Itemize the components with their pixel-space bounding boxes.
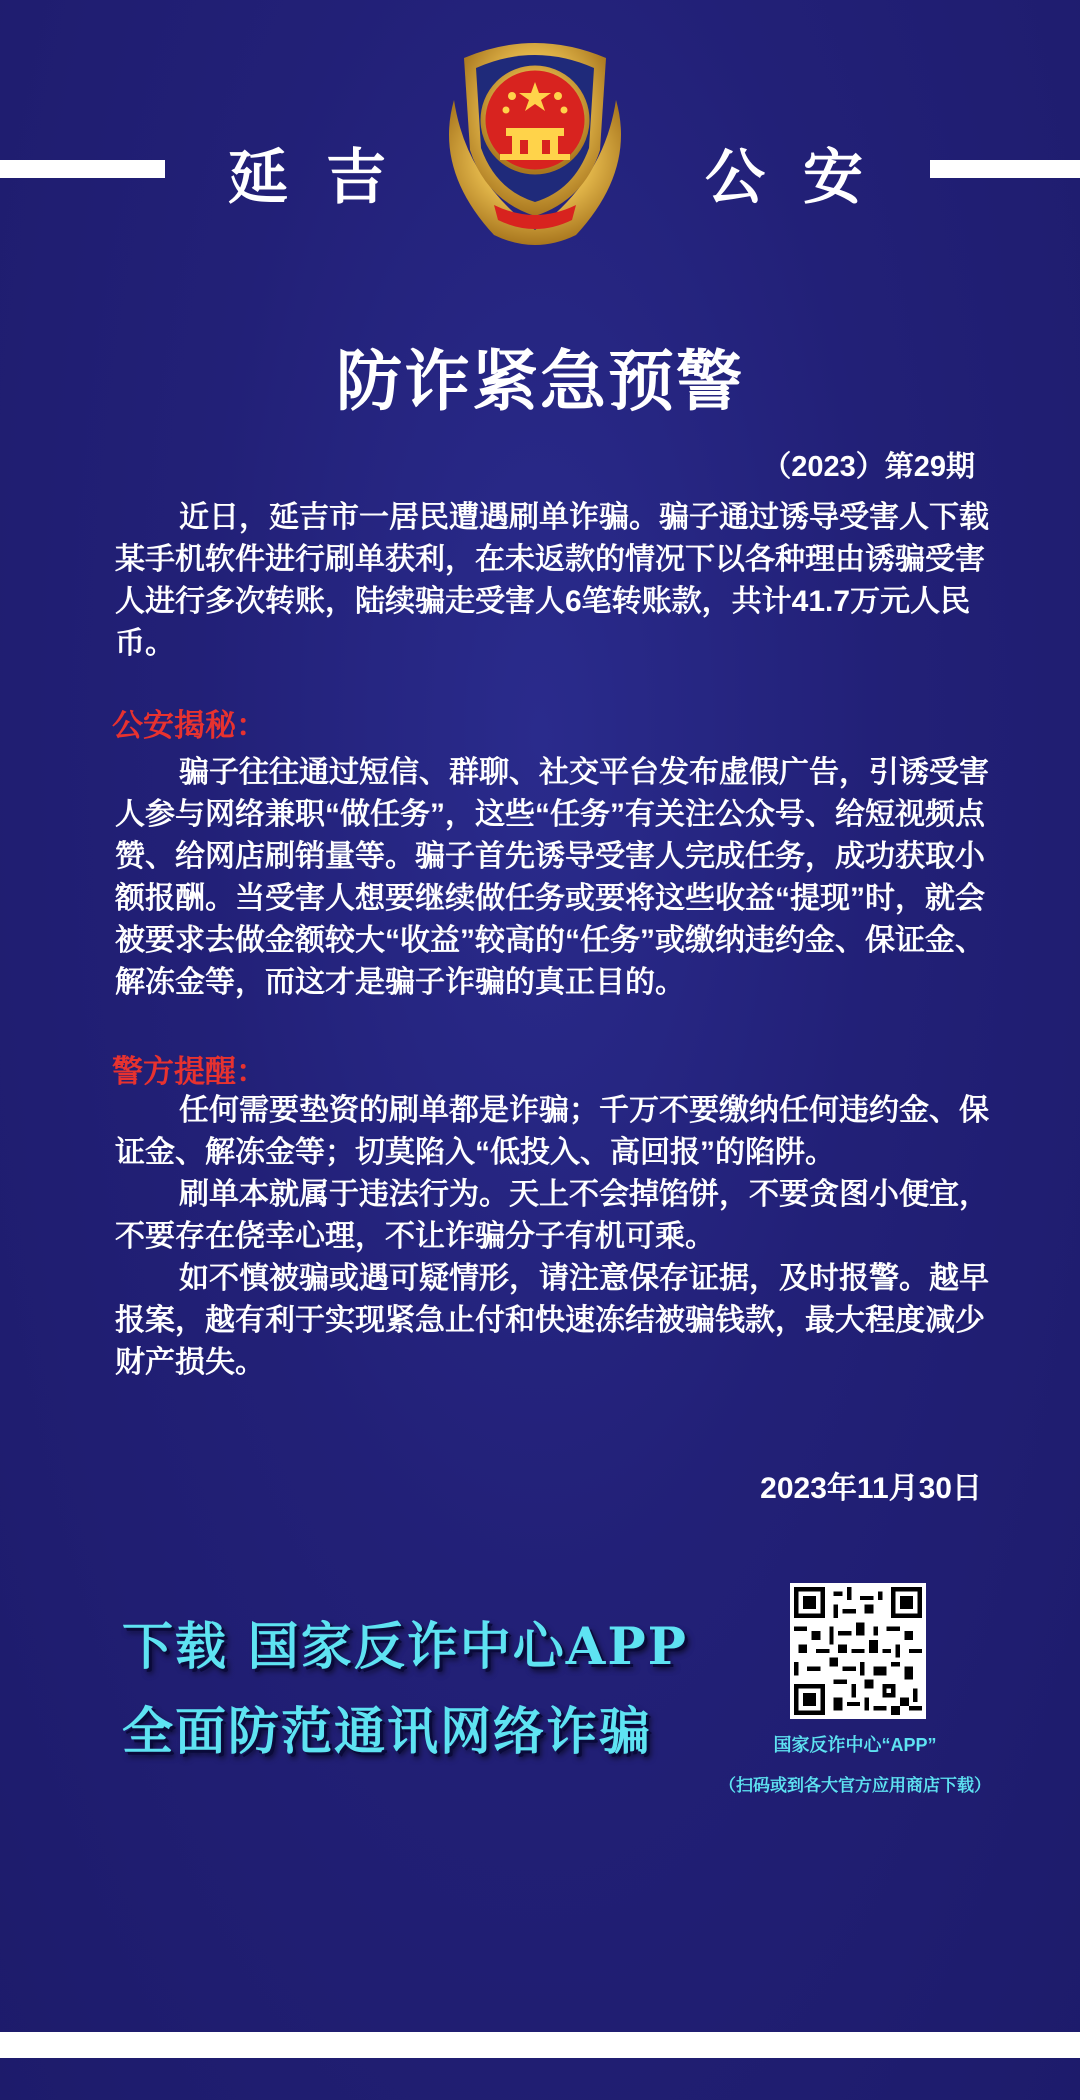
reveal-paragraph (115, 752, 995, 1004)
qr-code-icon[interactable] (790, 1583, 926, 1719)
police-emblem-icon (424, 30, 646, 255)
qr-label: 国家反诈中心“APP” (773, 1735, 937, 1755)
notice-date: 2023年11月30日 (760, 1472, 982, 1505)
header-left-bar (0, 160, 165, 178)
issue-number: （2023）第29期 (762, 451, 975, 483)
incident-paragraph (115, 497, 995, 665)
header-left-word: 延吉 (228, 143, 424, 213)
notice-title: 防诈紧急预警 (336, 344, 744, 418)
paragraph-2: 骗子往往通过短信、群聊、社交平台发布虚假广告，引诱受害人参与网络兼职“做任务”，这些“任务”有关注公众号、给短视频点赞、给网店刷销量等。骗子首先诱导受害人完成任务，成功获取小额报酬。当受害人想要继续做任务或要将这些收益“提现”时，就会被要求去做金额较大“收益”较高的“任务”或缴纳违约金、保证金、解冻金等，而这才是骗子诈骗的真正目的。 (115, 756, 989, 999)
reminder-paragraphs (115, 1090, 995, 1384)
header-right-word: 公安 (705, 143, 901, 213)
paragraph-5: 如不慎被骗或遇可疑情形，请注意保存证据，及时报警。越早报案，越有利于实现紧急止付和快速冻结被骗钱款，最大程度减少财产损失。 (115, 1262, 989, 1379)
qr-note: （扫码或到各大官方应用商店下载） (719, 1776, 991, 1795)
header-right-bar (930, 160, 1080, 178)
promo-line-2: 全面防范通讯网络诈骗 (122, 1702, 653, 1762)
bottom-bar (0, 2032, 1080, 2058)
paragraph-3: 任何需要垫资的刷单都是诈骗；千万不要缴纳任何违约金、保证金、解冻金等；切莫陷入“低投入、高回报”的陷阱。 (115, 1094, 989, 1169)
paragraph-1: 近日，延吉市一居民遭遇刷单诈骗。骗子通过诱导受害人下载某手机软件进行刷单获利，在未返款的情况下以各种理由诱骗受害人进行多次转账，陆续骗走受害人6笔转账款，共计41.7万元人民币。 (115, 501, 989, 660)
section-heading-police-reminder: 警方提醒： (112, 1054, 267, 1089)
section-heading-police-reveal: 公安揭秘： (112, 708, 267, 743)
promo-line-1: 下载 国家反诈中心APP (122, 1617, 689, 1677)
paragraph-4: 刷单本就属于违法行为。天上不会掉馅饼，不要贪图小便宜，不要存在侥幸心理，不让诈骗分子有机可乘。 (115, 1178, 989, 1253)
